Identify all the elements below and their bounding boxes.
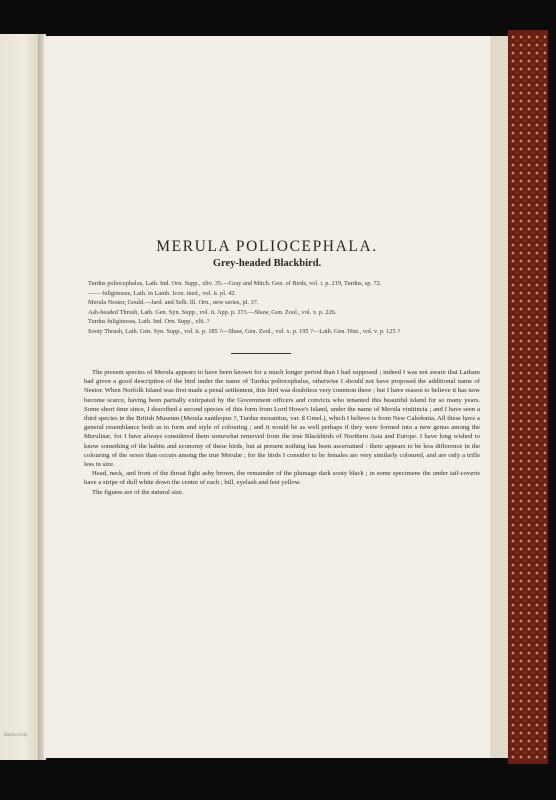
synonymy-entry: Turdus poliocephalus, Lath. Ind. Orn. Supp., xliv. 35.—Gray and Mitch. Gen. of Birds, vol. i. p. 219, Turdus, sp. 72.	[88, 280, 382, 287]
page-title: MERULA POLIOCEPHALA.	[156, 238, 378, 255]
page-edges	[490, 36, 508, 758]
synonymy-entry: —— fuliginosus, Lath. in Lamb. Icon. ined., vol. ii. pl. 42.	[88, 289, 236, 297]
synonymy-entry: Sooty Thrush, Lath. Gen. Syn. Supp., vol. ii. p. 185 ?—Shaw, Gen. Zool., vol. x. p. 195 ?—Lath. Gen. Hist., vol. v. p. 125 ?	[88, 327, 400, 335]
body-paragraph: Head, neck, and front of the throat light ashy brown, the remainder of the plumage dark sooty black ; in some specimens the under tail-coverts have a stripe of dull white down the centre of each ; bill, eyelash and feet yellow.	[84, 470, 480, 487]
cover-marbling	[510, 34, 546, 760]
synonymy-entry: Merula Nestor, Gould.—Jard. and Selb. Ill. Orn., new series, pl. 37.	[88, 299, 259, 307]
body-paragraph: The present species of Merula appears to have been known for a much longer period than I had supposed ; indeed I was not aware that Latham had given a good description of the bird under the name of Turdus poliocephalus, otherwise I should not have proposed the additional name of Nestor. When Norfolk Island was first made a penal settlement, this bird was doubtless very common there ; but I have reason to believe it has now become scarce, having been partially extirpated by the Government officers and convicts who tenanted this beautiful island for so many years. Some short time since, I described a second species of this form from Lord Howe's Island, under the name of Merula vinitincta ; and I have seen a third species in the British Museum (Merula xanthopus ?, Turdus moranitus, var. ß Gmel.), which I believe is from New Caledonia. All these have a general resemblance both as to form and style of colouring ; and it would be as well perhaps if they were formed into a new genus among the Merulinæ, for I have always considered them somewhat removed from the true Blackbirds of Northern Asia and Europe. I have long wished to know something of the habits and economy of these birds, but at present nothing has been ascertained : there appears to be less difference in the colouring of the sexes than occurs among the true Merulæ ; for the birds I consider to be females are very similarly coloured, and are only a trifle less in size.	[84, 369, 480, 469]
edge-note: Biodiversity	[4, 732, 28, 737]
body-paragraph: The figures are of the natural size.	[92, 488, 184, 496]
synonymy-list	[88, 279, 476, 337]
section-divider	[231, 353, 291, 354]
body-text	[84, 368, 480, 497]
page-subtitle: Grey-headed Blackbird.	[212, 258, 322, 269]
left-page-edge	[0, 34, 40, 760]
synonymy-entry: Turdus fuliginosus, Lath. Ind. Orn. Supp., xlii. ?	[88, 318, 210, 326]
synonymy-entry: Ash-headed Thrush, Lath. Gen. Syn. Supp., vol. ii. App. p. 373.—Shaw, Gen. Zool., vol. x. p. 226.	[88, 308, 337, 316]
